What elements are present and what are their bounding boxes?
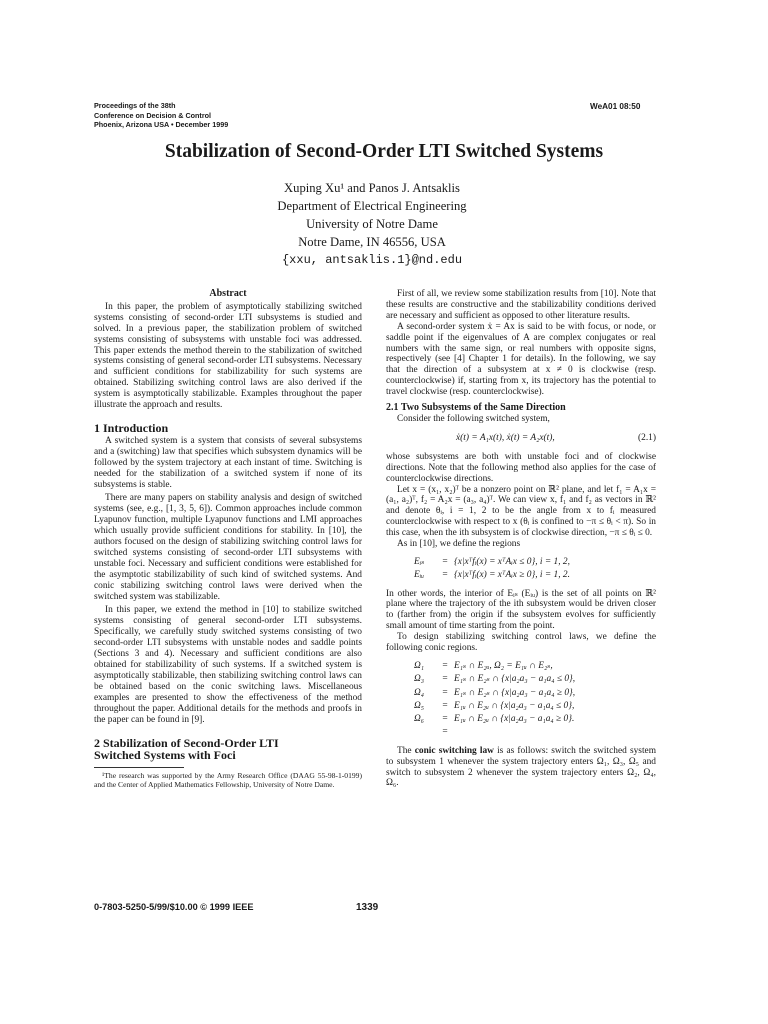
abstract-heading: Abstract bbox=[209, 288, 247, 299]
conic-row bbox=[414, 673, 656, 686]
conic-law-term: conic switching law bbox=[414, 745, 494, 756]
footnote-rule bbox=[94, 767, 184, 768]
isbn-copyright: 0-7803-5250-5/99/$10.00 © 1999 IEEE bbox=[94, 902, 254, 912]
right-paragraph-7: In other words, the interior of Eᵢₛ (Eᵢᵤ) is the set of all points on ℝ² plane where the trajectory of the ith subsystem would be driven closer to (farther from) the origin if the subsystem evolves for sufficiently small amount of time starting from the point. bbox=[386, 588, 656, 632]
author-department: Department of Electrical Engineering bbox=[277, 199, 467, 213]
intro-paragraph-3: In this paper, we extend the method in [10] to stabilize switched systems consisting of general second-order LTI subsystems. Specifically, we carefully study switched systems consisting of two second-order LTI subsystems with unstable nodes and saddle points (Sections 3 and 4). Necessary and sufficient conditions are also obtained for stabilizability of such systems. If a switched system is asymptotically stabilizable, then stabilizing switching control laws can be obtained based on the conic switching laws. Miscellaneous examples are presented to show the effectiveness of the method throughout the paper. Additional details for the methods and proofs in the paper can be found in [9]. bbox=[94, 605, 362, 725]
conic-region-definitions bbox=[414, 660, 656, 740]
region-rhs: {x|xᵀfᵢ(x) = xᵀAᵢx ≥ 0}, i = 1, 2. bbox=[454, 570, 570, 581]
conic-law-pre: The bbox=[397, 745, 415, 756]
region-row bbox=[414, 569, 656, 582]
conic-rhs: E₁ᵤ ∩ E₂ᵤ ∩ {x|a₂a₃ − a₁a₄ ≥ 0}. bbox=[454, 714, 575, 725]
right-paragraph-3: Consider the following switched system, bbox=[397, 413, 550, 424]
conic-rhs: E₁ₛ ∩ E₂ᵤ, Ω₂ = E₁ᵤ ∩ E₂ₛ, bbox=[454, 660, 553, 671]
conic-rhs: E₁ₛ ∩ E₂ₛ ∩ {x|a₂a₃ − a₁a₄ ≤ 0}, bbox=[454, 674, 576, 685]
equals-sign: = bbox=[442, 727, 448, 738]
subsection-2-1-heading: 2.1 Two Subsystems of the Same Direction bbox=[386, 402, 566, 414]
equation-2-1 bbox=[386, 433, 656, 444]
header-line-3: Phoenix, Arizona USA • December 1999 bbox=[94, 120, 229, 129]
equals-sign: = bbox=[442, 714, 448, 725]
right-paragraph-8: To design stabilizing switching control laws, we define the following conic regions. bbox=[386, 632, 656, 654]
right-paragraph-2: A second-order system ẋ = Ax is said to be with focus, or node, or saddle point if the eigenvalues of A are complex conjugates or real numbers with the same sign, or real numbers with opposite signs, respectively (see [4] Chapter 1 for details). In the following, we say that the direction of a subsystem at x ≠ 0 is clockwise (resp. counterclockwise) if, starting from x, its trajectory has the potential to travel clockwise (resp. counterclockwise). bbox=[386, 321, 656, 398]
conic-lhs: Ω₃ bbox=[414, 674, 425, 685]
section-2-heading bbox=[94, 737, 362, 761]
conic-row bbox=[414, 713, 656, 726]
right-column bbox=[386, 289, 656, 789]
abstract-text: In this paper, the problem of asymptotically stabilizing switched systems consisting of second-order LTI subsystems is studied and solved. In a previous paper, the stabilization problem of switched systems consisting of subsystems with unstable foci was addressed. This paper extends the method therein to the stabilization of switched systems consisting of general second-order LTI subsystems. Necessary and sufficient conditions for stabilizability for such systems are obtained. Stabilizing switching control laws are also derived if the system is asymptotically stabilizable. Examples throughout the paper illustrate the approach and results. bbox=[94, 301, 362, 411]
right-paragraph-1: First of all, we review some stabilization results from [10]. Note that these results are constructive and the stabilizability conditions derived are necessary and sufficient as opposed to other literature results. bbox=[386, 289, 656, 321]
proceedings-header bbox=[94, 101, 228, 130]
footnote: ¹The research was supported by the Army Research Office (DAAG 55-98-1-0199) and the Center of Applied Mathematics Fellowship, University of Notre Dame. bbox=[94, 771, 362, 790]
equation-2-1-body: ẋ(t) = A₁x(t), ẋ(t) = A₂x(t), bbox=[456, 432, 555, 443]
intro-paragraph-1: A switched system is a system that consists of several subsystems and a (switching) law that specifies which subsystem dynamics will be followed by the system trajectory at each instant of time. Switching is needed for the stabilization of a switched system if none of its subsystems is stable. bbox=[94, 435, 362, 490]
equals-sign: = bbox=[442, 660, 448, 671]
region-rhs: {x|xᵀfᵢ(x) = xᵀAᵢx ≤ 0}, i = 1, 2, bbox=[454, 556, 570, 567]
region-lhs: Eᵢᵤ bbox=[414, 570, 424, 581]
author-address: Notre Dame, IN 46556, USA bbox=[298, 235, 446, 249]
conic-row bbox=[414, 687, 656, 700]
session-code: WeA01 08:50 bbox=[590, 102, 641, 111]
header-line-1: Proceedings of the 38th bbox=[94, 101, 176, 110]
author-block bbox=[0, 179, 744, 269]
equals-sign: = bbox=[442, 570, 448, 581]
paper-title: Stabilization of Second-Order LTI Switched Systems bbox=[164, 141, 604, 162]
page-number: 1339 bbox=[356, 902, 379, 913]
region-lhs: Eᵢₛ bbox=[414, 556, 425, 567]
right-paragraph-9 bbox=[386, 746, 656, 790]
equation-2-1-number: (2.1) bbox=[638, 432, 656, 443]
conic-rhs: E₁ₛ ∩ E₂ₛ ∩ {x|a₂a₃ − a₁a₄ ≥ 0}, bbox=[454, 687, 576, 698]
right-paragraph-5: Let x = (x₁, x₂)ᵀ be a nonzero point on ℝ² plane, and let f₁ = A₁x = (a₁, a₂)ᵀ, f₂ = A₂x = (a₃, a₄)ᵀ. We can view x, f₁ and f₂ as vectors in ℝ² and denote θᵢ, i = 1, 2 to be the angle from x to fᵢ measured counterclockwise with respect to x (θᵢ is confined to −π ≤ θᵢ < π). So in this case, when the ith subsystem is of clockwise direction, −π ≤ θᵢ ≤ 0. bbox=[386, 484, 656, 539]
conic-row bbox=[414, 700, 656, 713]
author-university: University of Notre Dame bbox=[306, 217, 438, 231]
conic-lhs: Ω₄ bbox=[414, 687, 425, 698]
conic-lhs: Ω₆ bbox=[414, 714, 425, 725]
conic-law-post: is as follows: switch the switched system to subsystem 1 whenever the system trajectory enters Ω₁, Ω₃, Ω₅ and switch to subsystem 2 whenever the system trajectory enters Ω₂, Ω₄, Ω₆. bbox=[386, 745, 656, 789]
conic-lhs: Ω₅ bbox=[414, 700, 425, 711]
region-row bbox=[414, 556, 656, 569]
section-2-heading-line-1: 2 Stabilization of Second-Order LTI bbox=[94, 736, 279, 751]
section-1-heading: 1 Introduction bbox=[94, 420, 169, 435]
conic-lhs bbox=[414, 726, 436, 739]
section-2-heading-line-2: Switched Systems with Foci bbox=[94, 748, 236, 763]
conic-lhs: Ω₁ bbox=[414, 660, 425, 671]
right-paragraph-6: As in [10], we define the regions bbox=[397, 539, 521, 550]
author-names: Xuping Xu¹ and Panos J. Antsaklis bbox=[284, 181, 460, 195]
intro-paragraph-2: There are many papers on stability analysis and design of switched systems (see, e.g., [1, 3, 5, 6]). Common approaches include common Lyapunov function, multiple Lyapunov functions and LMI approaches which usually provide sufficient conditions for stability. In [10], the authors focused on the design of stabilizing switching control laws for switched systems consisting of second-order LTI subsystems with unstable foci. Necessary and sufficient conditions were established for the asymptotic stabilizability of such kind of switched systems. And conic stabilizing switching control laws were derived when the switched system was stabilizable. bbox=[94, 493, 362, 602]
left-column bbox=[94, 289, 362, 789]
conic-row bbox=[414, 726, 656, 739]
equals-sign: = bbox=[442, 556, 448, 567]
author-email: {xxu, antsaklis.1}@nd.edu bbox=[281, 253, 463, 267]
equals-sign: = bbox=[442, 674, 448, 685]
right-paragraph-4: whose subsystems are both with unstable foci and of clockwise directions. Note that the following method also applies for the case of counterclockwise directions. bbox=[386, 451, 656, 484]
header-line-2: Conference on Decision & Control bbox=[94, 110, 212, 120]
conic-rhs: E₁ᵤ ∩ E₂ᵤ ∩ {x|a₂a₃ − a₁a₄ ≤ 0}, bbox=[454, 700, 575, 711]
conic-row bbox=[414, 660, 656, 673]
equals-sign: = bbox=[442, 700, 448, 711]
region-definitions bbox=[414, 556, 656, 583]
equals-sign: = bbox=[442, 687, 448, 698]
